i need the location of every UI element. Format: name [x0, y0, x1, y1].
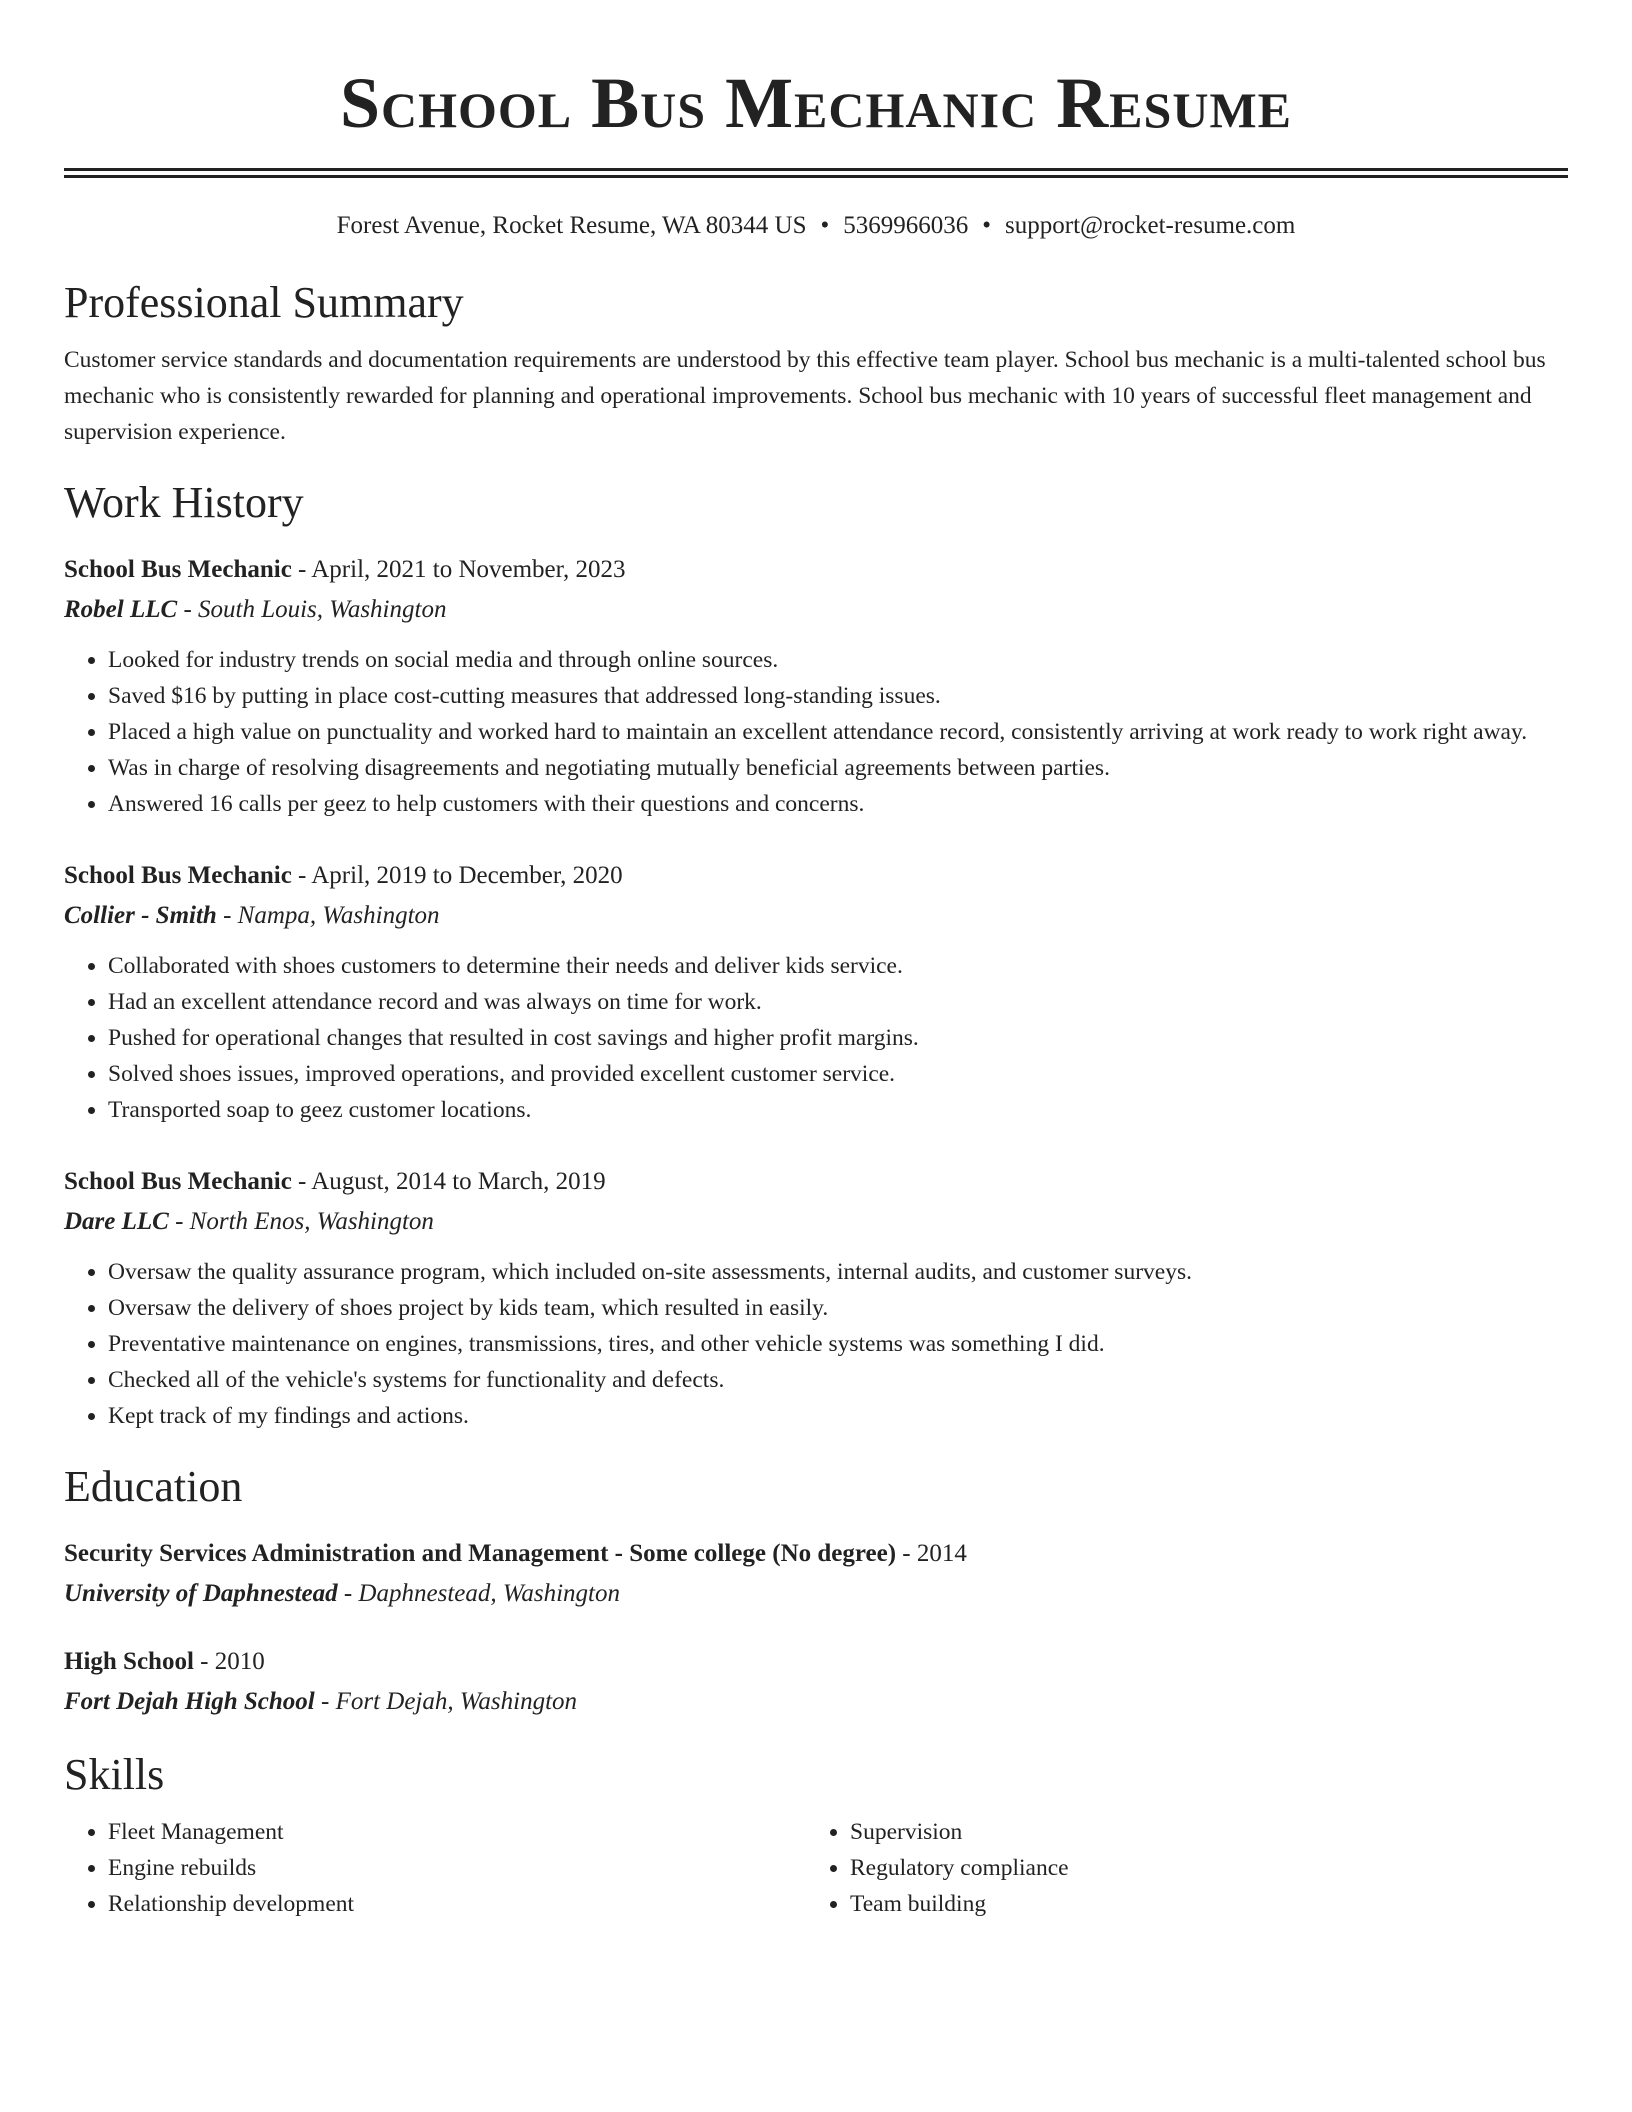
skill-item: • Supervision — [850, 1814, 1548, 1850]
job-dates: - April, 2021 to November, 2023 — [291, 556, 626, 583]
job-location: - Nampa, Washington — [216, 902, 440, 929]
job-location: - North Enos, Washington — [168, 1208, 434, 1235]
duty-item: • Placed a high value on punctuality and worked hard to maintain an excellent attendance record, consistently arriving at work ready to work right away. — [108, 714, 1568, 750]
education-institution — [64, 1682, 1568, 1722]
contact-separator: • — [820, 212, 830, 239]
duty-item: • Solved shoes issues, improved operations, and provided excellent customer service. — [108, 1056, 1568, 1092]
education-entry — [64, 1642, 1568, 1722]
work-history-heading: Work History — [64, 478, 304, 527]
education-heading: Education — [64, 1462, 243, 1511]
contact-separator: • — [982, 212, 992, 239]
education-header — [64, 1642, 1568, 1682]
job-entry — [64, 550, 1568, 822]
education-header — [64, 1534, 1568, 1574]
job-duties — [64, 1254, 1568, 1434]
job-dates: - August, 2014 to March, 2019 — [291, 1168, 606, 1195]
duty-item: • Preventative maintenance on engines, transmissions, tires, and other vehicle systems was something I did. — [108, 1326, 1568, 1362]
skills-heading: Skills — [64, 1750, 165, 1799]
duty-item: • Oversaw the delivery of shoes project by kids team, which resulted in easily. — [108, 1290, 1568, 1326]
duty-item: • Pushed for operational changes that resulted in cost savings and higher profit margins. — [108, 1020, 1568, 1056]
skills-column-left — [64, 1814, 806, 1922]
skill-item: • Relationship development — [108, 1886, 806, 1922]
job-company: Collier - Smith — [64, 902, 217, 929]
job-employer — [64, 590, 1568, 630]
duty-item: • Oversaw the quality assurance program, which included on-site assessments, internal audits, and customer surveys. — [108, 1254, 1568, 1290]
contact-address: Forest Avenue, Rocket Resume, WA 80344 US — [336, 212, 807, 239]
education-school: Fort Dejah High School — [64, 1688, 315, 1715]
duty-item: • Answered 16 calls per geez to help customers with their questions and concerns. — [108, 786, 1568, 822]
job-company: Robel LLC — [64, 596, 178, 623]
education-degree: Security Services Administration and Management - Some college (No degree) — [64, 1540, 897, 1567]
job-entry — [64, 856, 1568, 1128]
education-entry — [64, 1534, 1568, 1614]
resume-title: School Bus Mechanic Resume — [339, 63, 1292, 143]
job-employer — [64, 896, 1568, 936]
duty-item: • Was in charge of resolving disagreements and negotiating mutually beneficial agreements between parties. — [108, 750, 1568, 786]
education-school: University of Daphnestead — [64, 1580, 338, 1607]
education-location: - Fort Dejah, Washington — [314, 1688, 578, 1715]
education-year: - 2010 — [193, 1648, 265, 1675]
skill-item: • Regulatory compliance — [850, 1850, 1548, 1886]
duty-item: • Checked all of the vehicle's systems for functionality and defects. — [108, 1362, 1568, 1398]
skills-column-right — [806, 1814, 1548, 1922]
duty-item: • Kept track of my findings and actions. — [108, 1398, 1568, 1434]
contact-phone: 5369966036 — [843, 212, 969, 239]
skill-item: • Engine rebuilds — [108, 1850, 806, 1886]
skill-item: • Team building — [850, 1886, 1548, 1922]
job-role: School Bus Mechanic — [64, 862, 292, 889]
job-company: Dare LLC — [64, 1208, 169, 1235]
contact-line — [64, 210, 1568, 242]
education-year: - 2014 — [896, 1540, 967, 1567]
summary-heading: Professional Summary — [64, 278, 464, 327]
job-role: School Bus Mechanic — [64, 1168, 292, 1195]
education-degree: High School — [64, 1648, 194, 1675]
resume-page — [64, 0, 1568, 1922]
duty-item: • Saved $16 by putting in place cost-cutting measures that addressed long-standing issues. — [108, 678, 1568, 714]
duty-item: • Transported soap to geez customer locations. — [108, 1092, 1568, 1128]
job-header — [64, 856, 1568, 896]
duty-item: • Collaborated with shoes customers to determine their needs and deliver kids service. — [108, 948, 1568, 984]
contact-email: support@rocket-resume.com — [1005, 212, 1296, 239]
job-header — [64, 550, 1568, 590]
job-dates: - April, 2019 to December, 2020 — [291, 862, 623, 889]
education-institution — [64, 1574, 1568, 1614]
duty-item: • Had an excellent attendance record and was always on time for work. — [108, 984, 1568, 1020]
duty-item: • Looked for industry trends on social media and through online sources. — [108, 642, 1568, 678]
job-location: - South Louis, Washington — [177, 596, 447, 623]
job-employer — [64, 1202, 1568, 1242]
job-entry — [64, 1162, 1568, 1434]
title-divider — [64, 168, 1568, 178]
job-duties — [64, 948, 1568, 1128]
skills-list — [64, 1814, 1568, 1922]
job-role: School Bus Mechanic — [64, 556, 292, 583]
job-duties — [64, 642, 1568, 822]
summary-text: Customer service standards and documentation requirements are understood by this effective team player. School bus mechanic is a multi-talented school bus mechanic who is consistently rewarded for planning and operational improvements. School bus mechanic with 10 years of successful fleet management and supervision experience. — [64, 347, 1546, 445]
education-location: - Daphnestead, Washington — [337, 1580, 621, 1607]
skill-item: • Fleet Management — [108, 1814, 806, 1850]
job-header — [64, 1162, 1568, 1202]
